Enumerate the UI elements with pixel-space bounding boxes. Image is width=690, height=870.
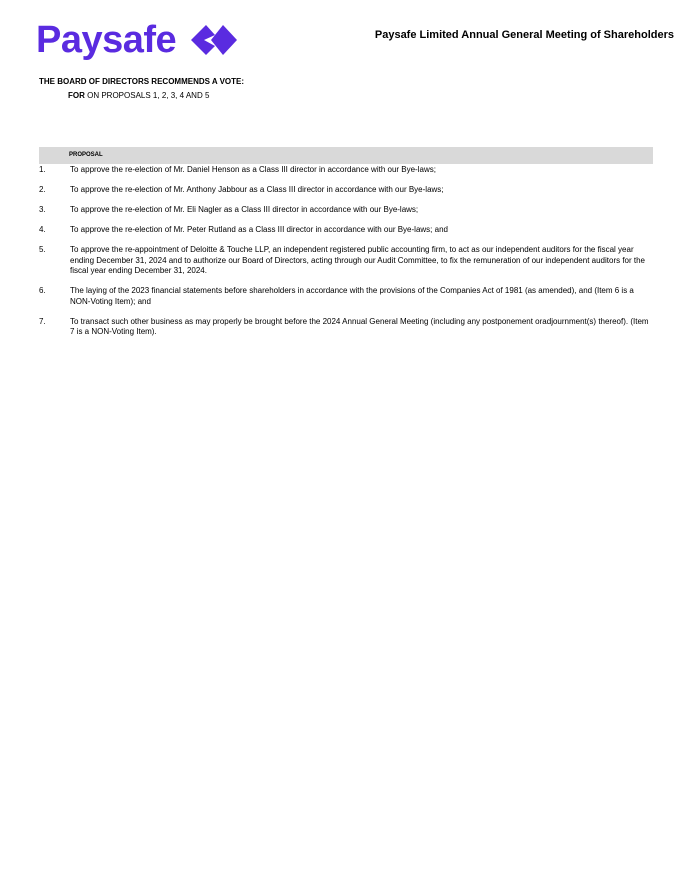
document-title: Paysafe Limited Annual General Meeting of Shareholders [374, 29, 674, 41]
proposal-number: 3. [39, 205, 46, 214]
vote-word: FOR [68, 91, 85, 100]
paysafe-diamonds-icon [190, 22, 238, 58]
proposal-text: To approve the re-election of Mr. Daniel Henson as a Class III director in accordance with our Bye-laws; [70, 165, 436, 174]
paysafe-logo [36, 18, 238, 62]
vote-recommendation [68, 90, 244, 101]
proposal-text: To approve the re-election of Mr. Anthony Jabbour as a Class III director in accordance with our Bye-laws; [70, 185, 444, 194]
proposal-number: 4. [39, 225, 46, 234]
proposal-text: To approve the re-appointment of Deloitte & Touche LLP, an independent registered public accounting firm, to act as our independent auditors for the fiscal year ending December 31, 2024 and to authorize our Board of Directors, acting through our Audit Committee, to fix the remuneration of our independent auditors for the fiscal year ending December 31, 2024. [70, 245, 646, 275]
proposal-number: 6. [39, 286, 46, 295]
proposal-text: To approve the re-election of Mr. Peter Rutland as a Class III director in accordance with our Bye-laws; and [70, 225, 448, 234]
proposal-item [39, 225, 653, 236]
logo-wordmark: Paysafe [36, 19, 177, 61]
proposal-number: 2. [39, 185, 46, 194]
proposal-number: 1. [39, 165, 46, 174]
proposal-number: 7. [39, 316, 46, 326]
proposal-item [39, 185, 653, 196]
vote-detail: ON PROPOSALS 1, 2, 3, 4 AND 5 [87, 91, 210, 100]
proposal-item [39, 317, 653, 338]
board-heading: THE BOARD OF DIRECTORS RECOMMENDS A VOTE: [39, 77, 245, 86]
proposal-list [39, 165, 653, 347]
proposal-text: To transact such other business as may properly be brought before the 2024 Annual General Meeting (including any postponement oradjournment(s) thereof). (Item 7 is a NON-Voting Item). [70, 316, 649, 336]
proposal-text: To approve the re-election of Mr. Eli Nagler as a Class III director in accordance with our Bye-laws; [70, 205, 419, 214]
proposal-item [39, 245, 653, 277]
proposal-number: 5. [39, 245, 46, 254]
proposal-text: The laying of the 2023 financial statements before shareholders in accordance with the provisions of the Companies Act of 1981 (as amended), and (Item 6 is a NON-Voting Item); and [70, 286, 634, 306]
proposal-item [39, 165, 653, 176]
proposal-item [39, 286, 653, 307]
board-recommendation [39, 76, 244, 101]
proposal-item [39, 205, 653, 216]
proposal-table-header: PROPOSAL [39, 147, 653, 164]
